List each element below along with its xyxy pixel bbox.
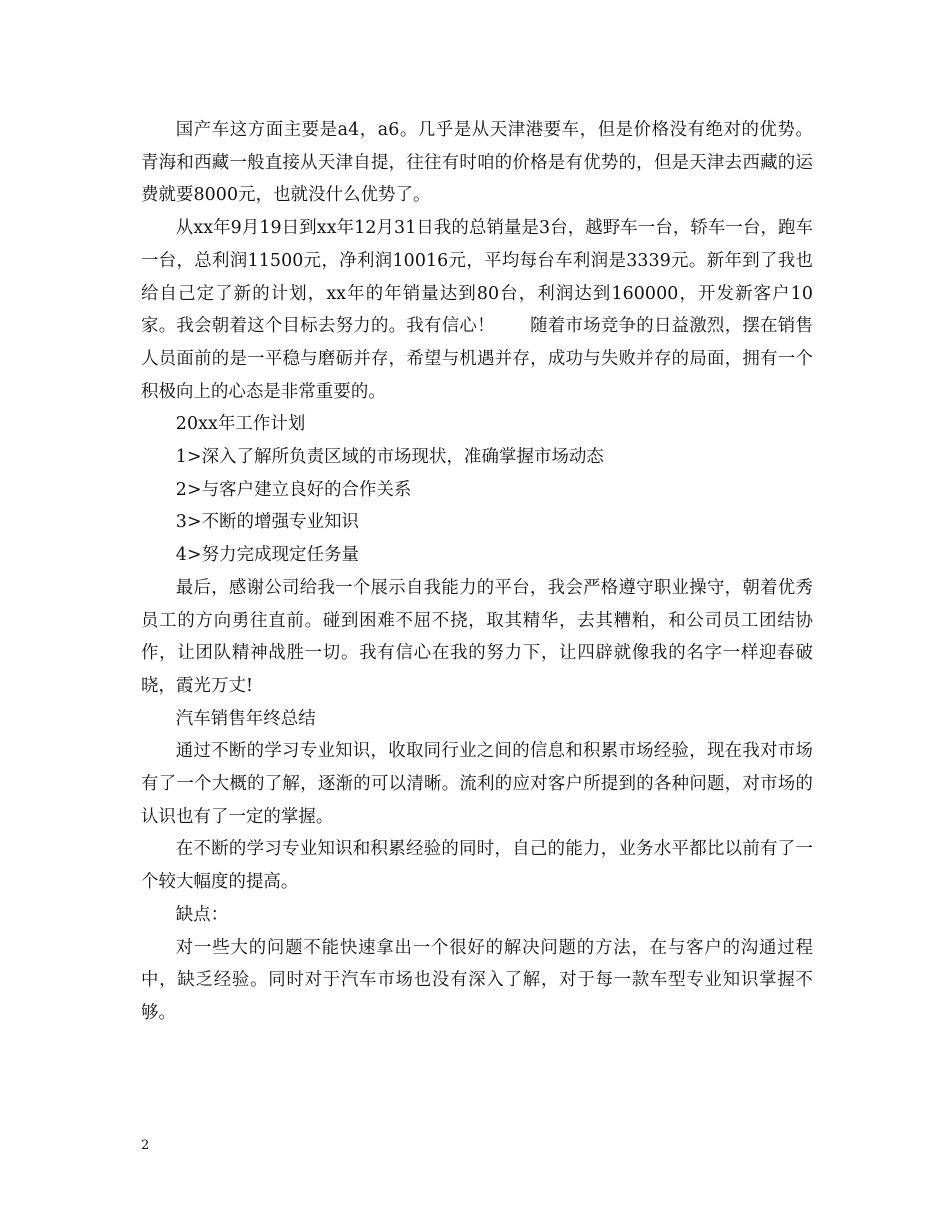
plan-item-1: 1>深入了解所负责区域的市场现状，准确掌握市场动态 (175, 447, 604, 468)
heading-shortcomings: 缺点： (175, 904, 229, 925)
paragraph-import-cars: 国产车这方面主要是a4，a6。几乎是从天津港要车，但是价格没有绝对的优势。青海和西藏一般直接从天津自提，往往有时咱的价格是有优势的，但是天津去西藏的运费就要8000元，也就没什么优势了。 (141, 120, 813, 206)
plan-item-3: 3>不断的增强专业知识 (175, 512, 360, 533)
plan-item-2: 2>与客户建立良好的合作关系 (175, 479, 412, 500)
paragraph-learning: 通过不断的学习专业知识，收取同行业之间的信息和积累市场经验，现在我对市场有了一个大概的了解，逐渐的可以清晰。流利的应对客户所提到的各种问题，对市场的认识也有了一定的掌握。 (141, 741, 813, 827)
paragraph-improvement: 在不断的学习专业知识和积累经验的同时，自己的能力，业务水平都比以前有了一个较大幅度的提高。 (141, 839, 813, 893)
heading-work-plan: 20xx年工作计划 (175, 414, 306, 435)
document-body (141, 114, 813, 1030)
heading-year-end-summary: 汽车销售年终总结 (175, 708, 316, 729)
paragraph-sales-results: 从xx年9月19日到xx年12月31日我的总销量是3台，越野车一台，轿车一台，跑车一台，总利润11500元，净利润10016元，平均每台车利润是3339元。新年到了我也给自己定了新的计划，xx年的年销量达到80台，利润达到160000，开发新客户10家。我会朝着这个目标去努力的。我有信心！ 随着市场竞争的日益激烈，摆在销售人员面前的是一平稳与磨砺并存，希望与机遇并存，成功与失败并存的局面，拥有一个积极向上的心态是非常重要的。 (141, 218, 813, 402)
paragraph-shortcomings: 对一些大的问题不能快速拿出一个很好的解决问题的方法，在与客户的沟通过程中，缺乏经验。同时对于汽车市场也没有深入了解，对于每一款车型专业知识掌握不够。 (141, 937, 813, 1023)
paragraph-closing: 最后，感谢公司给我一个展示自我能力的平台，我会严格遵守职业操守，朝着优秀员工的方向勇往直前。碰到困难不屈不挠，取其精华，去其糟粕，和公司员工团结协作，让团队精神战胜一切。我有信心在我的努力下，让四辟就像我的名字一样迎春破晓，霞光万丈! (141, 577, 813, 696)
plan-item-4: 4>努力完成现定任务量 (175, 545, 360, 566)
page-number: 2 (141, 1138, 150, 1153)
